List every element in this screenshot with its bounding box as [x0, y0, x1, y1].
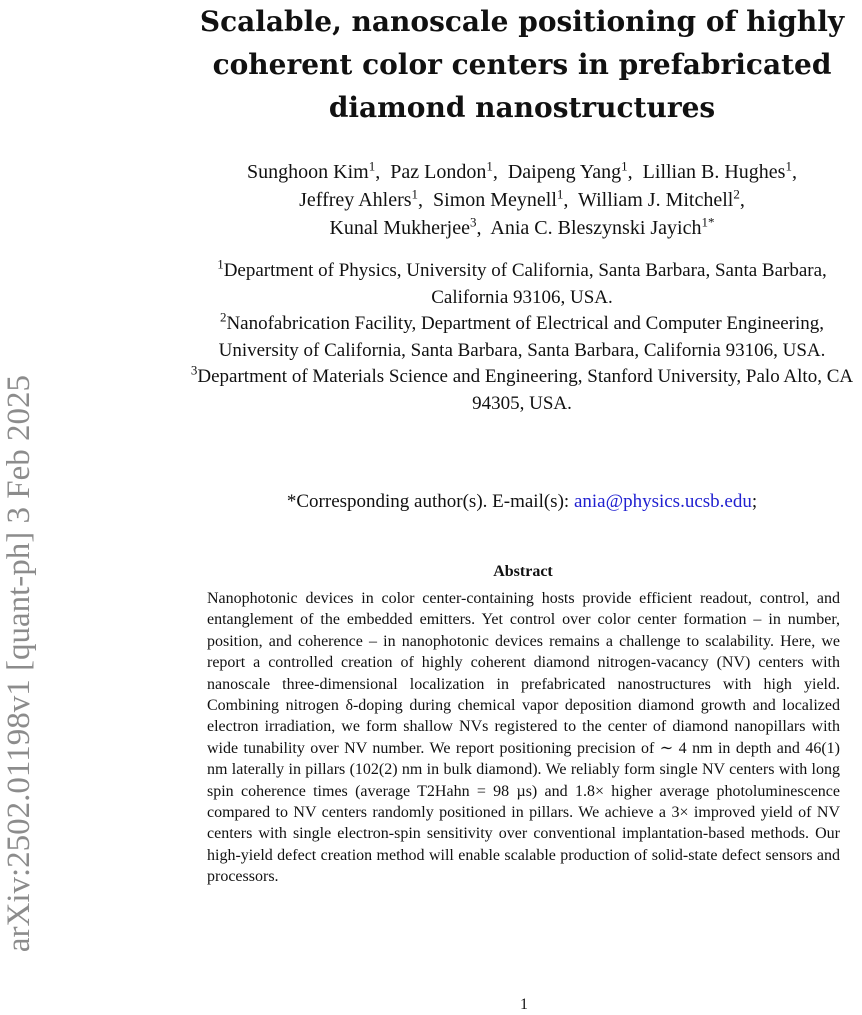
author: William J. Mitchell$^2$ — [578, 186, 740, 211]
author: Daipeng Yang$^1$ — [507, 158, 628, 183]
abstract-body: Nanophotonic devices in color center-containing hosts provide efficient readout, control, and entanglement of the embedded emitters. Yet control over color center formation – in number, position, and coherence – in nanophotonic devices remains a challenge to scalability. Here, we report a controlled creation of highly coherent diamond nitrogen-vacancy (NV) centers with nanoscale three-dimensional localization in prefabricated nanostructures with high yield. Combining nitrogen δ-doping during chemical vapor deposition diamond growth and localized electron irradiation, we form shallow NVs registered to the center of diamond nanopillars with wide tunability over NV number. We report positioning precision of ∼ 4 nm in depth and 46(1) nm laterally in pillars (102(2) nm in bulk diamond). We reliably form single NV centers with long spin coherence times (average T2Hahn = 98 µs) and 1.8× higher average photoluminescence compared to NV centers randomly positioned in pillars. We achieve a 3× improved yield of NV centers with single electron-spin sensitivity over conventional implantation-based methods. Our high-yield defect creation method will enable scalable production of solid-state defect sensors and processors. — [207, 590, 840, 886]
corresponding-author: *Corresponding author(s). E-mail(s): ania@physics.ucsb.edu; — [286, 491, 758, 512]
author: Kunal Mukherjee$^3$ — [329, 214, 477, 239]
arxiv-id: arXiv:2502.01198v1 [quant-ph] 3 Feb 2025 — [1, 374, 37, 952]
affiliation: $^2$Nanofabrication Facility, Department of Electrical and Computer Engineering, University of California, Santa Barbara, Santa Barbara, California 93106, USA. — [218, 309, 826, 361]
author: Ania C. Bleszynski Jayich$^{1*}$ — [490, 214, 715, 239]
page-number: 1 — [520, 996, 528, 1013]
affiliation-list — [180, 258, 862, 417]
author: Jeffrey Ahlers$^1$ — [299, 186, 419, 211]
affiliation: $^1$Department of Physics, University of California, Santa Barbara, Santa Barbara, California 93106, USA. — [217, 256, 827, 308]
arxiv-watermark — [0, 240, 40, 952]
author: Paz London$^1$ — [390, 158, 493, 183]
corresponding-label: *Corresponding author(s). E-mail(s): — [286, 491, 574, 512]
author: Simon Meynell$^1$ — [433, 186, 564, 211]
abstract-heading: Abstract — [493, 563, 553, 580]
paper-title: Scalable, nanoscale positioning of highly coherent color centers in prefabricated diamond nanostructures — [199, 5, 845, 124]
affiliation: $^3$Department of Materials Science and Engineering, Stanford University, Palo Alto, CA 94305, USA. — [190, 362, 854, 414]
author: Sunghoon Kim$^1$ — [247, 158, 376, 183]
author-list: Sunghoon Kim$^1$, Paz London$^1$, Daipeng Yang$^1$, Lillian B. Hughes$^1$, Jeffrey Ahlers$^1$, Simon Meynell$^1$, William J. Mitchell$^2$, Kunal Mukherjee$^3$, Ania C. Bleszynski Jayich$^{1*}$ — [247, 158, 797, 239]
email-link[interactable]: ania@physics.ucsb.edu — [573, 491, 752, 512]
author: Lillian B. Hughes$^1$ — [642, 158, 792, 183]
